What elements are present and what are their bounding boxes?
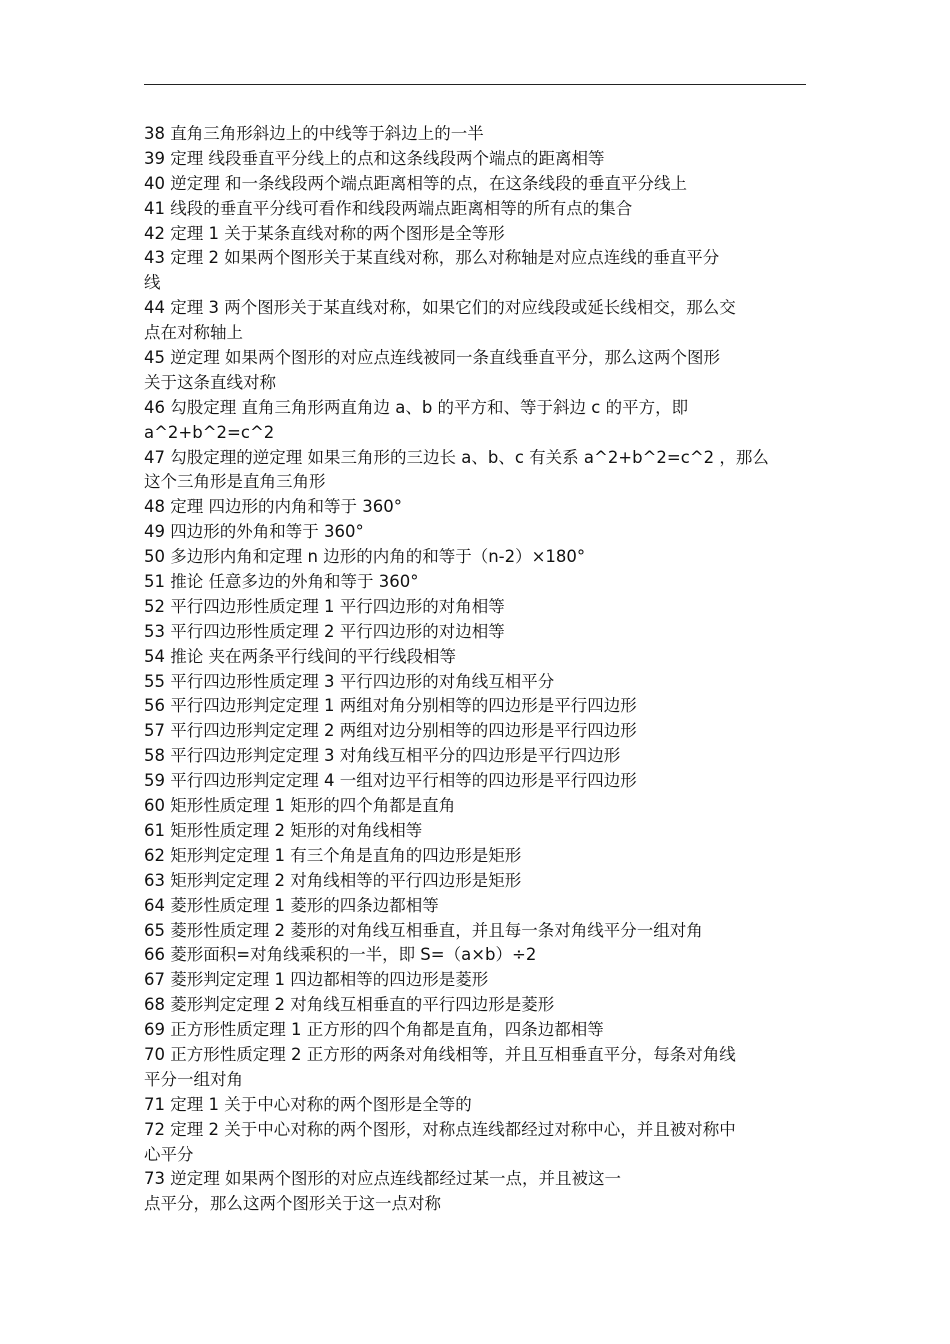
text-line: 54 推论 夹在两条平行线间的平行线段相等 (144, 646, 456, 666)
text-line: 64 菱形性质定理 1 菱形的四条边都相等 (144, 895, 439, 915)
text-line: 65 菱形性质定理 2 菱形的对角线互相垂直，并且每一条对角线平分一组对角 (144, 920, 703, 940)
text-line: 51 推论 任意多边的外角和等于 360° (144, 572, 419, 592)
text-line: 59 平行四边形判定定理 4 一组对边平行相等的四边形是平行四边形 (144, 771, 637, 791)
text-line: 53 平行四边形性质定理 2 平行四边形的对边相等 (144, 621, 505, 641)
text-line: 72 定理 2 关于中心对称的两个图形，对称点连线都经过对称中心，并且被对称中 (144, 1119, 736, 1139)
text-line: 点在对称轴上 (144, 323, 243, 343)
text-line: 44 定理 3 两个图形关于某直线对称，如果它们的对应线段或延长线相交，那么交 (144, 298, 736, 318)
text-line: 63 矩形判定定理 2 对角线相等的平行四边形是矩形 (144, 870, 522, 890)
text-line: 41 线段的垂直平分线可看作和线段两端点距离相等的所有点的集合 (144, 198, 633, 218)
text-line: 48 定理 四边形的内角和等于 360° (144, 497, 402, 517)
text-line: 62 矩形判定定理 1 有三个角是直角的四边形是矩形 (144, 845, 522, 865)
text-line: 73 逆定理 如果两个图形的对应点连线都经过某一点，并且被这一 (144, 1169, 621, 1189)
text-line: 58 平行四边形判定定理 3 对角线互相平分的四边形是平行四边形 (144, 746, 621, 766)
text-line: 46 勾股定理 直角三角形两直角边 a、b 的平方和、等于斜边 c 的平方，即 (144, 397, 689, 417)
text-line: 线 (144, 273, 161, 293)
text-line: 关于这条直线对称 (144, 372, 276, 392)
text-line: 平分一组对角 (144, 1069, 243, 1089)
text-line: 60 矩形性质定理 1 矩形的四个角都是直角 (144, 796, 456, 816)
text-line: 47 勾股定理的逆定理 如果三角形的三边长 a、b、c 有关系 a^2+b^2=c^2 ，那么 (144, 447, 769, 467)
text-line: 66 菱形面积=对角线乘积的一半，即 S=（a×b）÷2 (144, 945, 537, 965)
text-line: 38 直角三角形斜边上的中线等于斜边上的一半 (144, 124, 484, 143)
text-line: 点平分，那么这两个图形关于这一点对称 (144, 1194, 441, 1214)
text-line: 39 定理 线段垂直平分线上的点和这条线段两个端点的距离相等 (144, 148, 605, 168)
text-line: 40 逆定理 和一条线段两个端点距离相等的点，在这条线段的垂直平分线上 (144, 173, 687, 193)
text-line: 心平分 (144, 1144, 194, 1164)
text-line: 61 矩形性质定理 2 矩形的对角线相等 (144, 820, 423, 840)
text-line: 69 正方形性质定理 1 正方形的四个角都是直角，四条边都相等 (144, 1020, 604, 1040)
text-line: 42 定理 1 关于某条直线对称的两个图形是全等形 (144, 223, 505, 243)
text-line: 70 正方形性质定理 2 正方形的两条对角线相等，并且互相垂直平分，每条对角线 (144, 1044, 736, 1064)
text-line: 49 四边形的外角和等于 360° (144, 522, 364, 542)
text-line: 52 平行四边形性质定理 1 平行四边形的对角相等 (144, 596, 505, 616)
header-rule (144, 84, 806, 85)
document-body (144, 122, 810, 1217)
text-line: a^2+b^2=c^2 (144, 422, 275, 442)
text-line: 67 菱形判定定理 1 四边都相等的四边形是菱形 (144, 970, 489, 990)
text-line: 68 菱形判定定理 2 对角线互相垂直的平行四边形是菱形 (144, 995, 555, 1015)
text-line: 57 平行四边形判定定理 2 两组对边分别相等的四边形是平行四边形 (144, 721, 637, 741)
text-line: 43 定理 2 如果两个图形关于某直线对称，那么对称轴是对应点连线的垂直平分 (144, 248, 720, 268)
text-line: 45 逆定理 如果两个图形的对应点连线被同一条直线垂直平分，那么这两个图形 (144, 348, 720, 368)
text-line: 71 定理 1 关于中心对称的两个图形是全等的 (144, 1094, 472, 1114)
text-line: 这个三角形是直角三角形 (144, 472, 326, 492)
text-line: 56 平行四边形判定定理 1 两组对角分别相等的四边形是平行四边形 (144, 696, 637, 716)
text-line: 55 平行四边形性质定理 3 平行四边形的对角线互相平分 (144, 671, 555, 691)
text-line: 50 多边形内角和定理 n 边形的内角的和等于（n-2）×180° (144, 547, 586, 567)
